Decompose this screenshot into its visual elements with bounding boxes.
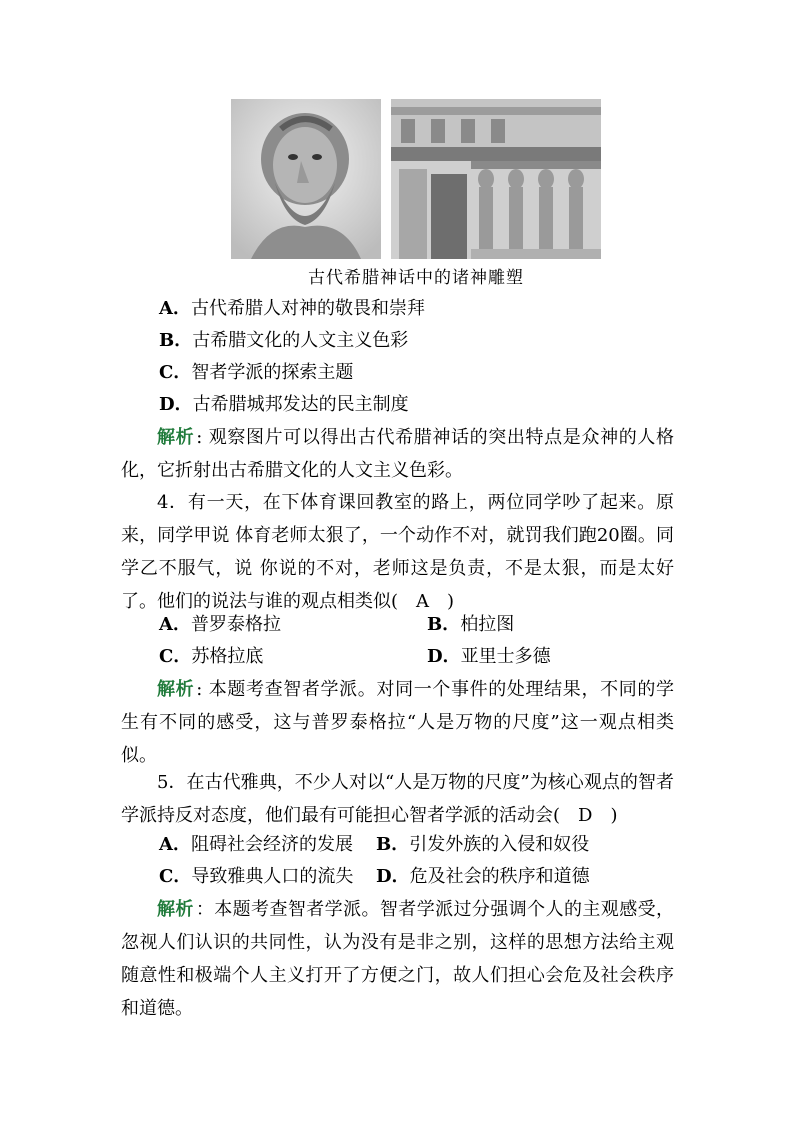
caryatid-porch-image xyxy=(391,99,601,259)
q3-option-d: D．古希腊城邦发达的民主制度 xyxy=(159,394,409,415)
figure xyxy=(231,99,601,259)
q4-option-b: B．柏拉图 xyxy=(427,614,515,635)
q3-option-a: A．古代希腊人对神的敬畏和崇拜 xyxy=(159,298,425,319)
analysis-label: 解析 xyxy=(157,899,194,920)
q5-analysis: 解析 ：本题考查智者学派。智者学派过分强调个人的主观感受，忽视人们认识的共同性，认为没有是非之别，这样的思想方法给主观随意性和极端个人主义打开了方便之门，故人们担心会危及社会秩序和道德。 xyxy=(121,899,675,1019)
q5-option-a: A．阻碍社会经济的发展 xyxy=(159,834,353,855)
q4-option-c: C．苏格拉底 xyxy=(159,646,264,667)
q5-option-d: D．危及社会的秩序和道德 xyxy=(376,866,590,887)
analysis-label: 解析 xyxy=(157,679,195,700)
q3-analysis: 解析 : 观察图片可以得出古代希腊神话的突出特点是众神的人格化，它折射出古希腊文化的人文主义色彩。 xyxy=(121,427,674,481)
q5-option-c: C．导致雅典人口的流失 xyxy=(159,866,354,887)
q3-option-c: C．智者学派的探索主题 xyxy=(159,362,354,383)
q4-option-a: A．普罗泰格拉 xyxy=(159,614,281,635)
figure-caption: 古代希腊神话中的诸神雕塑 xyxy=(308,268,524,288)
analysis-label: 解析 xyxy=(157,427,195,448)
q4-option-d: D．亚里士多德 xyxy=(427,646,551,667)
q3-option-b: B．古希腊文化的人文主义色彩 xyxy=(159,330,409,351)
q5-stem: 5．在古代雅典，不少人对以“人是万物的尺度”为核心观点的智者学派持反对态度，他们最有可能担心智者学派的活动会( D ) xyxy=(121,772,674,826)
bust-sculpture-image xyxy=(231,99,381,259)
q5-option-b: B．引发外族的入侵和奴役 xyxy=(376,834,590,855)
q4-stem: 4．有一天，在下体育课回教室的路上，两位同学吵了起来。原来，同学甲说 体育老师太狠了，一个动作不对，就罚我们跑20圈。同学乙不服气，说 你说的不对，老师这是负责，不是太狠，而是太好了。他们的说法与谁的观点相类似( A ) xyxy=(121,492,674,612)
q4-analysis: 解析 : 本题考查智者学派。对同一个事件的处理结果，不同的学生有不同的感受，这与普罗泰格拉“人是万物的尺度”这一观点相类似。 xyxy=(121,679,674,766)
